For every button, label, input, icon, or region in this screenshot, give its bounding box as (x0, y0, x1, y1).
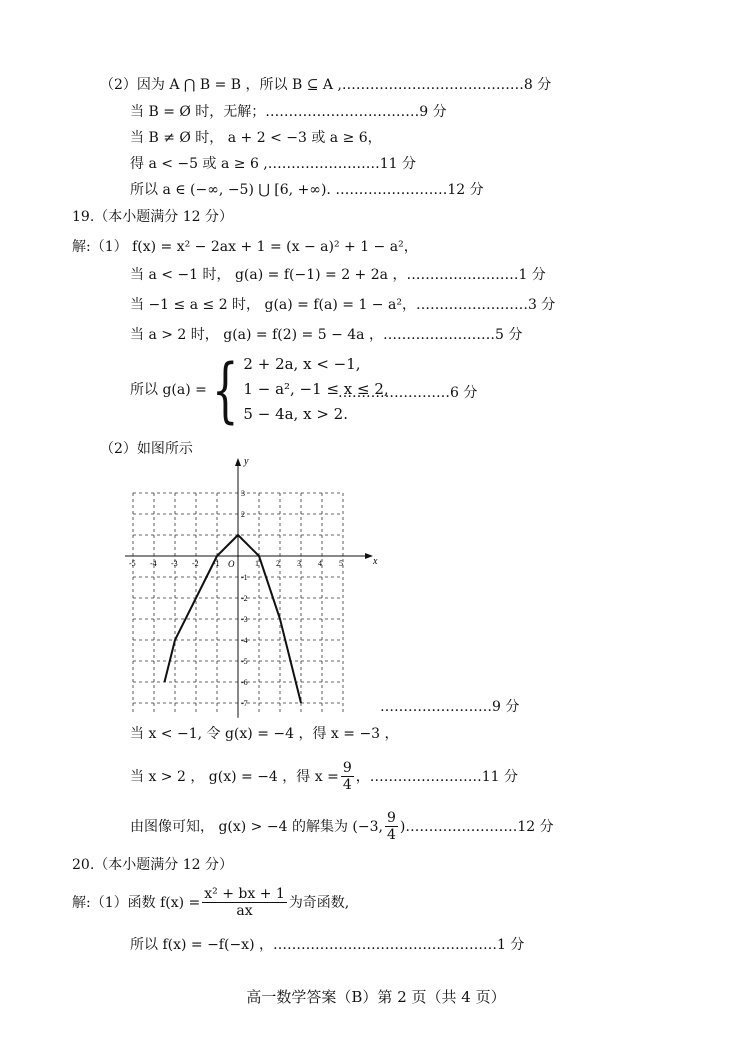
piecewise-label: 所以 g(a) = (130, 381, 207, 398)
fraction-f20-denominator: ax (236, 903, 253, 919)
y-tick-label: -7 (241, 699, 248, 708)
x-tick-label: 4 (318, 559, 322, 568)
q19-score6: ……………………6 分 (338, 385, 478, 401)
x-tick-label: -3 (171, 559, 178, 568)
y-tick-label: 2 (241, 510, 245, 519)
q20-part1 (72, 886, 349, 919)
fraction-denominator: 4 (342, 777, 352, 793)
q20-odd-condition: 所以 f(x) = −f(−x) ，…………………………………………1 分 (130, 937, 525, 953)
x-tick-label: -1 (213, 559, 220, 568)
q19-solve-right-post: ，……………………11 分 (355, 768, 518, 785)
x-tick-label: 3 (297, 559, 301, 568)
fraction-nine-fourths-2 (385, 810, 398, 843)
q18-part2: （2）因为 A ⋂ B = B ，所以 B ⊆ A ,…………………………………8 分 (100, 77, 552, 93)
q19-case2: 当 −1 ≤ a ≤ 2 时， g(a) = f(a) = 1 − a²，……………………3 分 (130, 297, 556, 313)
q19-solve-right (130, 760, 518, 793)
y-tick-label: -6 (241, 678, 248, 687)
y-axis-arrow (235, 458, 241, 466)
q19-score9: ……………………9 分 (380, 699, 520, 715)
x-tick-label: -5 (129, 559, 136, 568)
q19-solve-right-pre: 当 x > 2 ， g(x) = −4 ，得 x = (130, 768, 339, 785)
page-footer: 高一数学答案（B）第 2 页（共 4 页） (246, 988, 506, 1006)
y-tick-label: -5 (241, 657, 248, 666)
q19-part1: 解:（1） f(x) = x² − 2ax + 1 = (x − a)² + 1 − a²， (72, 239, 418, 255)
x-tick-label: -2 (192, 559, 199, 568)
q20-part1-post: 为奇函数, (288, 894, 350, 911)
q19-conclusion-pre: 由图像可知， g(x) > −4 的解集为 (−3, (130, 818, 383, 835)
y-tick-label: -4 (241, 636, 248, 645)
piecewise-case-1: 2 + 2a, x < −1, (243, 355, 361, 373)
q18-empty-case: 当 B = Ø 时，无解；……………………………9 分 (130, 104, 447, 120)
y-tick-label: -3 (241, 615, 248, 624)
piecewise-case-2: 1 − a², −1 ≤ x ≤ 2, (243, 380, 389, 398)
q20-heading: 20.（本小题满分 12 分） (72, 857, 233, 873)
q19-heading: 19.（本小题满分 12 分） (72, 209, 233, 225)
x-tick-label: 5 (339, 559, 343, 568)
y-axis-label: y (244, 456, 249, 467)
q19-case3: 当 a > 2 时， g(a) = f(2) = 5 − 4a ，……………………5 分 (130, 327, 523, 343)
left-brace: { (211, 348, 239, 431)
fraction-f20-numerator: x² + bx + 1 (204, 886, 285, 902)
x-axis-arrow (365, 553, 373, 559)
q18-answer: 所以 a ∈ (−∞, −5) ⋃ [6, +∞). ……………………12 分 (130, 182, 484, 198)
origin-label: O (228, 559, 235, 569)
q19-conclusion-post: )……………………12 分 (399, 818, 554, 835)
q19-case1: 当 a < −1 时， g(a) = f(−1) = 2 + 2a ，……………………1 分 (130, 267, 546, 283)
fraction-numerator-2: 9 (386, 810, 396, 826)
fraction-nine-fourths (341, 760, 354, 793)
q19-conclusion (130, 810, 554, 843)
q18-nonempty-case: 当 B ≠ Ø 时， a + 2 < −3 或 a ≥ 6， (130, 130, 382, 146)
fraction-denominator-2: 4 (386, 827, 396, 843)
x-tick-label: 2 (276, 559, 280, 568)
y-tick-label: -2 (241, 594, 248, 603)
fraction-numerator: 9 (342, 760, 352, 776)
fraction-f20 (202, 886, 287, 919)
function-graph (129, 456, 380, 708)
piecewise-case-3: 5 − 4a, x > 2. (243, 405, 348, 423)
q19-part2: （2）如图所示 (100, 441, 193, 457)
y-tick-label: -1 (241, 573, 248, 582)
x-tick-label: 1 (255, 559, 259, 568)
x-axis-label: x (373, 556, 378, 567)
q20-part1-pre: 解:（1）函数 f(x) = (72, 894, 201, 911)
q19-solve-left: 当 x < −1, 令 g(x) = −4 ，得 x = −3 ， (130, 726, 399, 742)
q18-result: 得 a < −5 或 a ≥ 6 ,……………………11 分 (130, 156, 417, 172)
x-tick-label: -4 (150, 559, 157, 568)
y-tick-label: 3 (241, 489, 245, 498)
